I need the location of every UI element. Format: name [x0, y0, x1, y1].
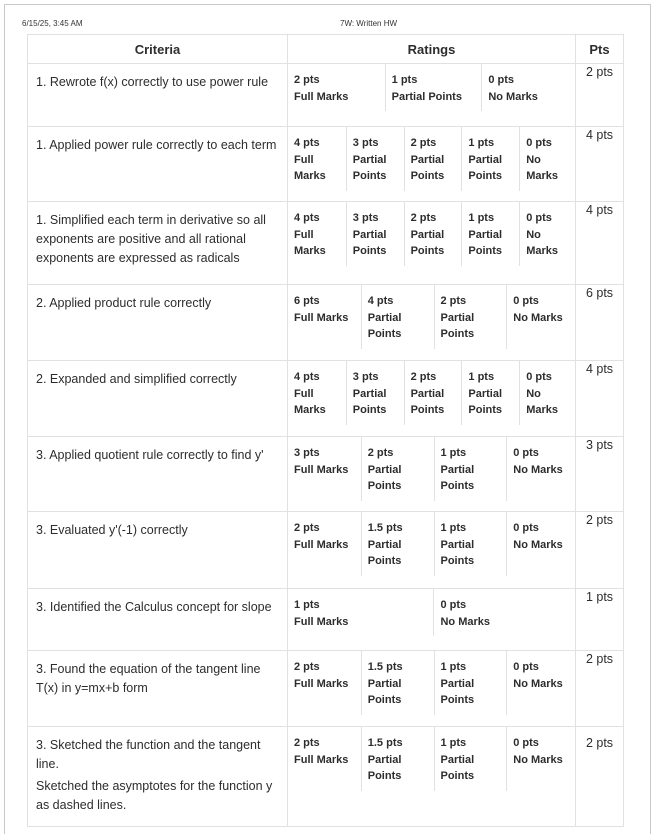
rating-description: No Marks [513, 677, 563, 690]
rating-points: 0 pts [526, 371, 552, 383]
rating-option [404, 202, 462, 266]
rating-option [385, 64, 482, 111]
rating-points: 0 pts [513, 522, 539, 534]
rating-description: Partial Points [410, 387, 445, 416]
rating-description: Partial Points [440, 677, 475, 706]
ratings-group [288, 589, 575, 636]
criteria-header: Criteria [28, 35, 288, 64]
rating-description: No Marks [513, 463, 563, 476]
rating-option [346, 202, 404, 266]
rating-points: 3 pts [352, 212, 379, 224]
rating-description: No Marks [488, 90, 538, 103]
rating-points: 0 pts [526, 137, 552, 149]
rating-points: 1 pts [440, 661, 467, 673]
criterion-cell [28, 64, 288, 127]
rating-description: No Marks [526, 387, 558, 416]
rating-description: Partial Points [468, 153, 503, 182]
points-cell: 3 pts [576, 437, 624, 512]
rating-points: 2 pts [410, 371, 437, 383]
ratings-group [288, 512, 575, 576]
rating-description: Full Marks [294, 615, 349, 628]
rating-option [434, 727, 507, 791]
criterion-cell [28, 437, 288, 512]
rating-description: No Marks [526, 228, 558, 257]
ratings-cell [288, 64, 576, 127]
rating-description: Partial Points [367, 463, 402, 492]
rating-description: Partial Points [391, 90, 462, 103]
rating-option [288, 589, 433, 636]
rating-description: Partial Points [440, 311, 475, 340]
rating-option [288, 727, 361, 791]
rating-description: Partial Points [367, 311, 402, 340]
rubric-row [28, 651, 624, 727]
rating-option [361, 285, 434, 349]
rating-option [461, 127, 519, 191]
rating-option [288, 202, 346, 266]
points-cell: 4 pts [576, 361, 624, 437]
rating-description: Partial Points [352, 153, 387, 182]
print-date: 6/15/25, 3:45 AM [22, 19, 83, 28]
criterion-cell [28, 361, 288, 437]
rating-points: 0 pts [488, 74, 514, 86]
rating-description: Partial Points [440, 753, 475, 782]
criterion-cell [28, 651, 288, 727]
rating-option [361, 651, 434, 715]
rating-description: Full Marks [294, 90, 349, 103]
rating-description: Partial Points [468, 387, 503, 416]
rating-points: 1 pts [440, 522, 467, 534]
rating-points: 0 pts [526, 212, 552, 224]
points-cell: 2 pts [576, 512, 624, 589]
rating-points: 1 pts [440, 447, 467, 459]
rating-option [519, 361, 575, 425]
points-cell: 6 pts [576, 285, 624, 361]
rating-description: Full Marks [294, 538, 349, 551]
criterion-text: 3. Identified the Calculus concept for slope [36, 600, 272, 614]
pts-header: Pts [576, 35, 624, 64]
criterion-cell [28, 202, 288, 285]
rating-description: Partial Points [367, 677, 402, 706]
rating-points: 0 pts [440, 599, 467, 611]
rating-description: Partial Points [410, 228, 445, 257]
ratings-group [288, 127, 575, 191]
rating-option [434, 512, 507, 576]
points-cell: 2 pts [576, 651, 624, 727]
rubric-row [28, 589, 624, 651]
rating-option [481, 64, 575, 111]
rating-description: Full Marks [294, 387, 326, 416]
rating-description: Full Marks [294, 228, 326, 257]
ratings-header: Ratings [288, 35, 576, 64]
rating-points: 1 pts [468, 212, 495, 224]
rubric-row [28, 727, 624, 827]
ratings-cell [288, 127, 576, 202]
rating-points: 2 pts [294, 522, 320, 534]
criterion-text: 2. Expanded and simplified correctly [36, 372, 237, 386]
rating-option [461, 202, 519, 266]
ratings-group [288, 651, 575, 715]
rating-option [433, 589, 575, 636]
criterion-cell [28, 127, 288, 202]
rating-option [404, 127, 462, 191]
rating-points: 3 pts [352, 371, 379, 383]
rubric-table [27, 34, 624, 827]
rating-option [288, 361, 346, 425]
rating-points: 1 pts [440, 737, 467, 749]
criterion-cell [28, 727, 288, 827]
criterion-text: 1. Simplified each term in derivative so all exponents are positive and all rational exponents are expressed as radicals [36, 213, 266, 265]
rating-points: 2 pts [367, 447, 394, 459]
ratings-cell [288, 727, 576, 827]
rating-points: 3 pts [294, 447, 320, 459]
rating-points: 0 pts [513, 447, 539, 459]
points-cell: 1 pts [576, 589, 624, 651]
points-cell: 4 pts [576, 202, 624, 285]
points-cell: 2 pts [576, 727, 624, 827]
rating-description: Partial Points [367, 753, 402, 782]
rating-option [434, 437, 507, 501]
ratings-cell [288, 589, 576, 651]
rubric-row [28, 127, 624, 202]
rating-option [288, 437, 361, 501]
rating-points: 1.5 pts [367, 737, 403, 749]
rating-points: 2 pts [294, 661, 320, 673]
rating-description: Full Marks [294, 753, 349, 766]
criterion-text: 3. Found the equation of the tangent line T(x) in y=mx+b form [36, 662, 261, 695]
rating-option [404, 361, 462, 425]
criterion-text: 1. Rewrote f(x) correctly to use power rule [36, 75, 269, 89]
rating-option [506, 651, 575, 715]
rating-points: 4 pts [294, 212, 320, 224]
rating-option [346, 361, 404, 425]
rating-description: Partial Points [352, 228, 387, 257]
rubric-row [28, 361, 624, 437]
points-cell: 2 pts [576, 64, 624, 127]
rating-points: 1 pts [468, 371, 495, 383]
criterion-text: Sketched the asymptotes for the function y as dashed lines. [36, 779, 273, 812]
rubric-row [28, 64, 624, 127]
rating-points: 0 pts [513, 295, 539, 307]
rubric-row [28, 285, 624, 361]
rubric-row [28, 202, 624, 285]
rating-description: No Marks [513, 311, 563, 324]
rating-option [519, 127, 575, 191]
rating-points: 0 pts [513, 737, 539, 749]
ratings-group [288, 202, 575, 266]
ratings-cell [288, 202, 576, 285]
rating-option [519, 202, 575, 266]
rating-points: 4 pts [367, 295, 394, 307]
rating-option [506, 285, 575, 349]
rating-option [506, 512, 575, 576]
rating-option [506, 437, 575, 501]
rating-points: 1 pts [468, 137, 495, 149]
rating-option [346, 127, 404, 191]
rating-option [288, 285, 361, 349]
ratings-cell [288, 285, 576, 361]
rating-description: No Marks [513, 753, 563, 766]
rating-points: 2 pts [410, 137, 437, 149]
rubric-row [28, 437, 624, 512]
rating-description: Partial Points [468, 228, 503, 257]
rating-points: 1.5 pts [367, 522, 403, 534]
rating-points: 2 pts [410, 212, 437, 224]
rating-option [361, 512, 434, 576]
rating-description: No Marks [526, 153, 558, 182]
rating-points: 1.5 pts [367, 661, 403, 673]
rating-description: Full Marks [294, 677, 349, 690]
ratings-group [288, 64, 575, 111]
criterion-cell [28, 512, 288, 589]
criterion-text: 3. Evaluated y'(-1) correctly [36, 523, 188, 537]
rating-option [288, 127, 346, 191]
rating-points: 4 pts [294, 371, 320, 383]
ratings-cell [288, 361, 576, 437]
rating-description: Full Marks [294, 311, 349, 324]
criterion-cell [28, 285, 288, 361]
criterion-text: 1. Applied power rule correctly to each term [36, 138, 277, 152]
ratings-group [288, 361, 575, 425]
points-cell: 4 pts [576, 127, 624, 202]
rating-points: 6 pts [294, 295, 320, 307]
rating-option [506, 727, 575, 791]
rating-points: 2 pts [294, 74, 320, 86]
rating-option [288, 651, 361, 715]
rating-option [361, 437, 434, 501]
ratings-cell [288, 651, 576, 727]
rating-description: Partial Points [367, 538, 402, 567]
rating-option [288, 64, 385, 111]
rating-description: Partial Points [410, 153, 445, 182]
rating-description: Full Marks [294, 463, 349, 476]
rating-points: 2 pts [440, 295, 467, 307]
criterion-text: 3. Sketched the function and the tangent line. [36, 738, 261, 771]
rating-points: 3 pts [352, 137, 379, 149]
ratings-cell [288, 437, 576, 512]
rating-points: 1 pts [391, 74, 418, 86]
rating-points: 4 pts [294, 137, 320, 149]
rating-description: Partial Points [352, 387, 387, 416]
ratings-group [288, 437, 575, 501]
rating-points: 2 pts [294, 737, 320, 749]
rating-description: Partial Points [440, 538, 475, 567]
rating-description: No Marks [440, 615, 491, 628]
rubric-row [28, 512, 624, 589]
criterion-text: 2. Applied product rule correctly [36, 296, 212, 310]
rating-option [434, 285, 507, 349]
rating-option [288, 512, 361, 576]
rating-option [461, 361, 519, 425]
criterion-cell [28, 589, 288, 651]
rating-description: Partial Points [440, 463, 475, 492]
rating-points: 1 pts [294, 599, 320, 611]
rating-option [434, 651, 507, 715]
rating-description: Full Marks [294, 153, 326, 182]
ratings-cell [288, 512, 576, 589]
ratings-group [288, 727, 575, 791]
print-title: 7W: Written HW [340, 19, 398, 28]
rating-option [361, 727, 434, 791]
rating-description: No Marks [513, 538, 563, 551]
ratings-group [288, 285, 575, 349]
rating-points: 0 pts [513, 661, 539, 673]
criterion-text: 3. Applied quotient rule correctly to find y' [36, 448, 264, 462]
